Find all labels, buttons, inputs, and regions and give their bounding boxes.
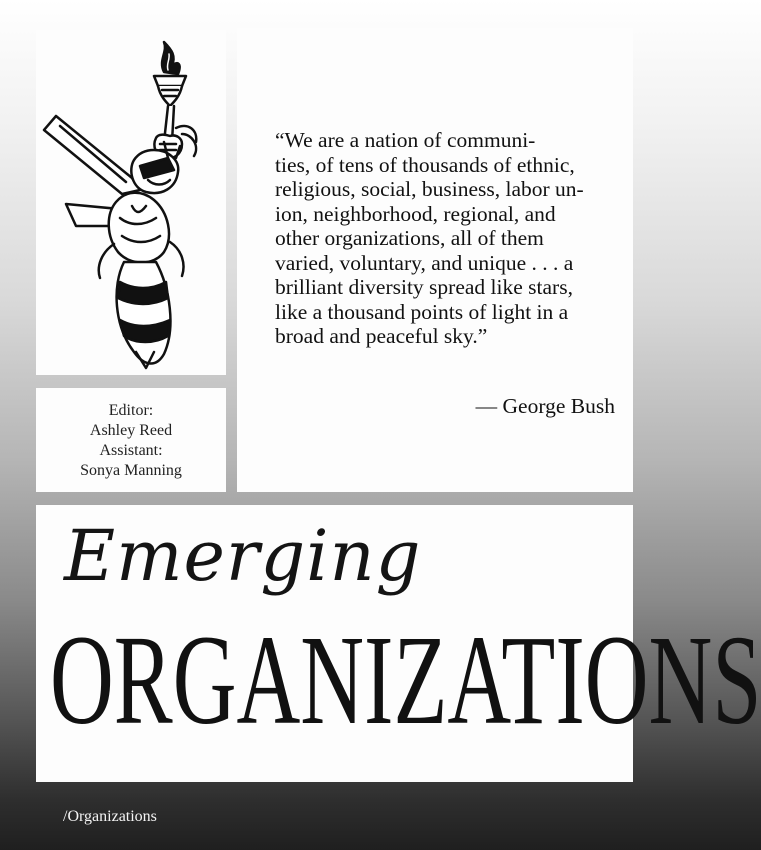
quote-line: broad and peaceful sky.” [275, 324, 488, 348]
editor-name: Ashley Reed [89, 422, 173, 439]
title-organizations: ORGANIZATIONS [50, 609, 761, 751]
illustration-panel [36, 30, 226, 375]
footer-section-label: /Organizations [63, 808, 157, 825]
quote-line: ties, of tens of thousands of ethnic, [275, 152, 575, 177]
quote-attribution: — George Bush [475, 394, 615, 418]
assistant-label: Assistant: [99, 442, 163, 459]
quote-text [275, 128, 615, 349]
title-emerging: Emerging [64, 515, 422, 597]
credits-panel [36, 388, 226, 492]
quote-line: like a thousand points of light in a [275, 299, 569, 324]
quote-line: religious, social, business, labor un- [275, 177, 584, 201]
quote-line: “We are a nation of communi- [275, 128, 536, 152]
assistant-name: Sonya Manning [80, 462, 182, 479]
editor-label: Editor: [108, 402, 154, 419]
title-panel [36, 505, 761, 782]
quote-line: ion, neighborhood, regional, and [275, 201, 556, 226]
quote-panel [237, 28, 633, 492]
hornet-with-torch-icon [36, 30, 226, 375]
quote-line: varied, voluntary, and unique . . . a [275, 250, 574, 275]
quote-line: other organizations, all of them [275, 226, 544, 250]
quote-line: brilliant diversity spread like stars, [275, 275, 573, 299]
